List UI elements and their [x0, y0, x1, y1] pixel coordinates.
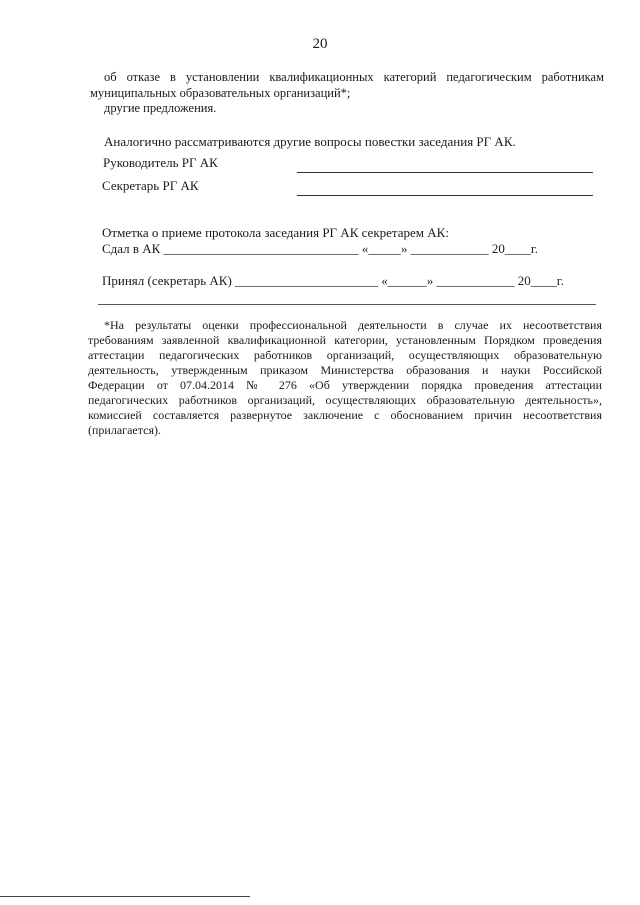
refusal-item-line1: об отказе в установлении квалификационных категорий педагогическим работникам — [104, 70, 604, 84]
receipt-title: Отметка о приеме протокола заседания РГ АК секретарем АК: — [102, 225, 449, 240]
head-label: Руководитель РГ АК — [103, 155, 218, 170]
scan-edge-line — [0, 896, 250, 897]
footnote-line: (прилагается). — [88, 423, 161, 437]
refusal-item-line2: муниципальных образовательных организаций*; — [90, 86, 351, 100]
footnote-line: аттестации педагогических работников организаций, осуществляющих образовательную — [88, 348, 602, 362]
footnote-line: деятельность, утвержденным приказом Министерства образования и науки Российской — [88, 363, 602, 377]
secretary-label: Секретарь РГ АК — [102, 178, 199, 193]
handed-over-line: Сдал в АК ______________________________ «_____» ____________ 20____г. — [102, 241, 538, 256]
footnote-line: требованиям заявленной квалификационной категории, установленным Порядком проведения — [88, 333, 602, 347]
page-number: 20 — [312, 36, 328, 52]
footnote-line: педагогических работников организаций, осуществляющих образовательную деятельность», — [88, 393, 602, 407]
footnote-line: *На результаты оценки профессиональной деятельности в случае их несоответствия — [104, 318, 602, 332]
footnote-line: комиссией составляется развернутое заключение с обоснованием причин несоответствия — [88, 408, 602, 422]
secretary-signature-line — [297, 195, 593, 196]
other-proposals: другие предложения. — [104, 101, 217, 115]
head-signature-line — [297, 172, 593, 173]
similar-questions-text: Аналогично рассматриваются другие вопросы повестки заседания РГ АК. — [104, 134, 516, 149]
footnote-line: Федерации от 07.04.2014 № 276 «Об утверждении порядка проведения аттестации — [88, 378, 602, 392]
received-line: Принял (секретарь АК) ______________________ «______» ____________ 20____г. — [102, 273, 564, 288]
footnote-separator — [98, 304, 596, 305]
